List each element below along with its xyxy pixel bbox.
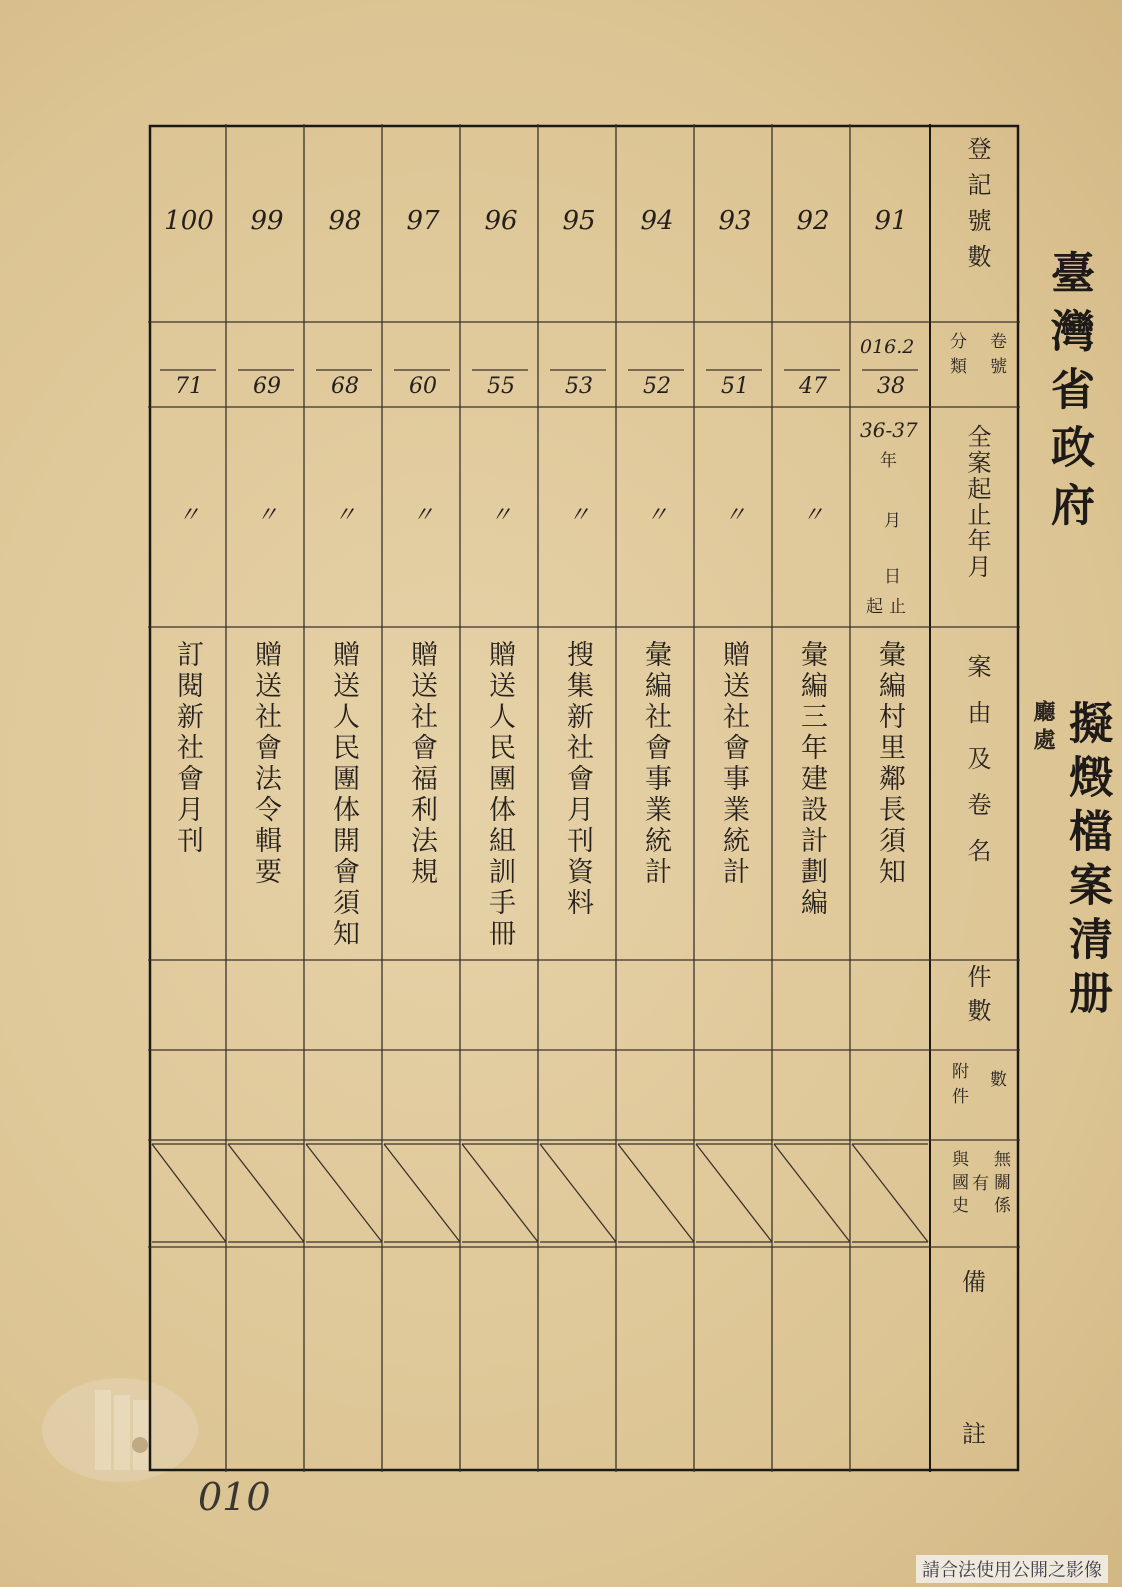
date-label-year: 年 bbox=[880, 451, 897, 471]
header-attachments-a: 數 bbox=[986, 1070, 1006, 1087]
footer-notice: 請合法使用公開之影像 bbox=[916, 1555, 1108, 1583]
page-number: 010 bbox=[198, 1475, 271, 1519]
reg-no-98: 98 bbox=[328, 206, 362, 236]
header-date-range: 全案起止年月 bbox=[963, 424, 991, 580]
date-range-91: 36-37 bbox=[860, 418, 918, 442]
header-history-a: 無關係 bbox=[990, 1150, 1010, 1219]
document-subtitle: 擬燬檔案清册 bbox=[1061, 700, 1112, 1024]
case-title-98: 贈送人民團体開會須知 bbox=[328, 640, 359, 950]
document-title-block bbox=[1030, 250, 1110, 1150]
date-ditto-100: 〃 bbox=[177, 503, 200, 528]
reg-no-100: 100 bbox=[164, 206, 214, 236]
class-no-91: 38 bbox=[877, 374, 905, 399]
case-title-91: 彙編村里鄰長須知 bbox=[874, 640, 905, 888]
date-ditto-92: 〃 bbox=[801, 503, 824, 528]
header-attachments-b: 附件 bbox=[948, 1062, 968, 1112]
date-ditto-96: 〃 bbox=[489, 503, 512, 528]
header-reg-no: 登記號數 bbox=[963, 136, 991, 280]
reg-no-92: 92 bbox=[796, 206, 830, 236]
class-no-98: 68 bbox=[331, 374, 359, 399]
date-ditto-97: 〃 bbox=[411, 503, 434, 528]
header-class-no-b: 分類 bbox=[946, 332, 966, 382]
case-title-99: 贈送社會法令輯要 bbox=[250, 640, 281, 888]
reg-no-97: 97 bbox=[406, 206, 440, 236]
department-label: 廳處 bbox=[1030, 700, 1056, 756]
case-title-94: 彙編社會事業統計 bbox=[640, 640, 671, 888]
case-title-100: 訂閱新社會月刊 bbox=[172, 640, 203, 857]
reg-no-91: 91 bbox=[874, 206, 908, 236]
register-table bbox=[148, 124, 1020, 1472]
date-label-month: 月 bbox=[884, 511, 901, 531]
date-ditto-95: 〃 bbox=[567, 503, 590, 528]
class-no-93: 51 bbox=[721, 374, 749, 399]
date-ditto-98: 〃 bbox=[333, 503, 356, 528]
reg-no-96: 96 bbox=[484, 206, 518, 236]
class-no-94: 52 bbox=[643, 374, 671, 399]
date-ditto-99: 〃 bbox=[255, 503, 278, 528]
class-no-99: 69 bbox=[253, 374, 281, 399]
class-no-97: 60 bbox=[409, 374, 437, 399]
document-title: 臺灣省政府 bbox=[1043, 250, 1094, 540]
class-no-96: 55 bbox=[487, 374, 515, 399]
case-title-97: 贈送社會福利法規 bbox=[406, 640, 437, 888]
class-no-100: 71 bbox=[175, 374, 203, 399]
date-ditto-93: 〃 bbox=[723, 503, 746, 528]
header-count: 件數 bbox=[963, 964, 991, 1032]
reg-no-99: 99 bbox=[250, 206, 284, 236]
header-remarks-a: 備 bbox=[962, 1268, 986, 1296]
reg-no-94: 94 bbox=[640, 206, 674, 236]
case-title-96: 贈送人民團体組訓手冊 bbox=[484, 640, 515, 950]
class-no-92: 47 bbox=[799, 374, 827, 399]
date-ditto-94: 〃 bbox=[645, 503, 668, 528]
header-remarks-b: 註 bbox=[962, 1420, 986, 1448]
reg-no-93: 93 bbox=[718, 206, 752, 236]
class-prefix-91: 016.2 bbox=[860, 336, 915, 358]
date-label-day: 日 bbox=[884, 567, 901, 587]
header-history-b: 有 bbox=[968, 1174, 988, 1191]
case-title-92: 彙編三年建設計劃編 bbox=[796, 640, 827, 919]
date-label-start-end: 起止 bbox=[866, 597, 912, 617]
case-title-93: 贈送社會事業統計 bbox=[718, 640, 749, 888]
case-title-95: 搜集新社會月刊資料 bbox=[562, 640, 593, 919]
header-case-title: 案由及卷名 bbox=[963, 654, 991, 884]
class-no-95: 53 bbox=[565, 374, 593, 399]
reg-no-95: 95 bbox=[562, 206, 596, 236]
header-class-no-a: 卷號 bbox=[986, 332, 1006, 382]
header-history-c: 與國史 bbox=[948, 1150, 968, 1219]
